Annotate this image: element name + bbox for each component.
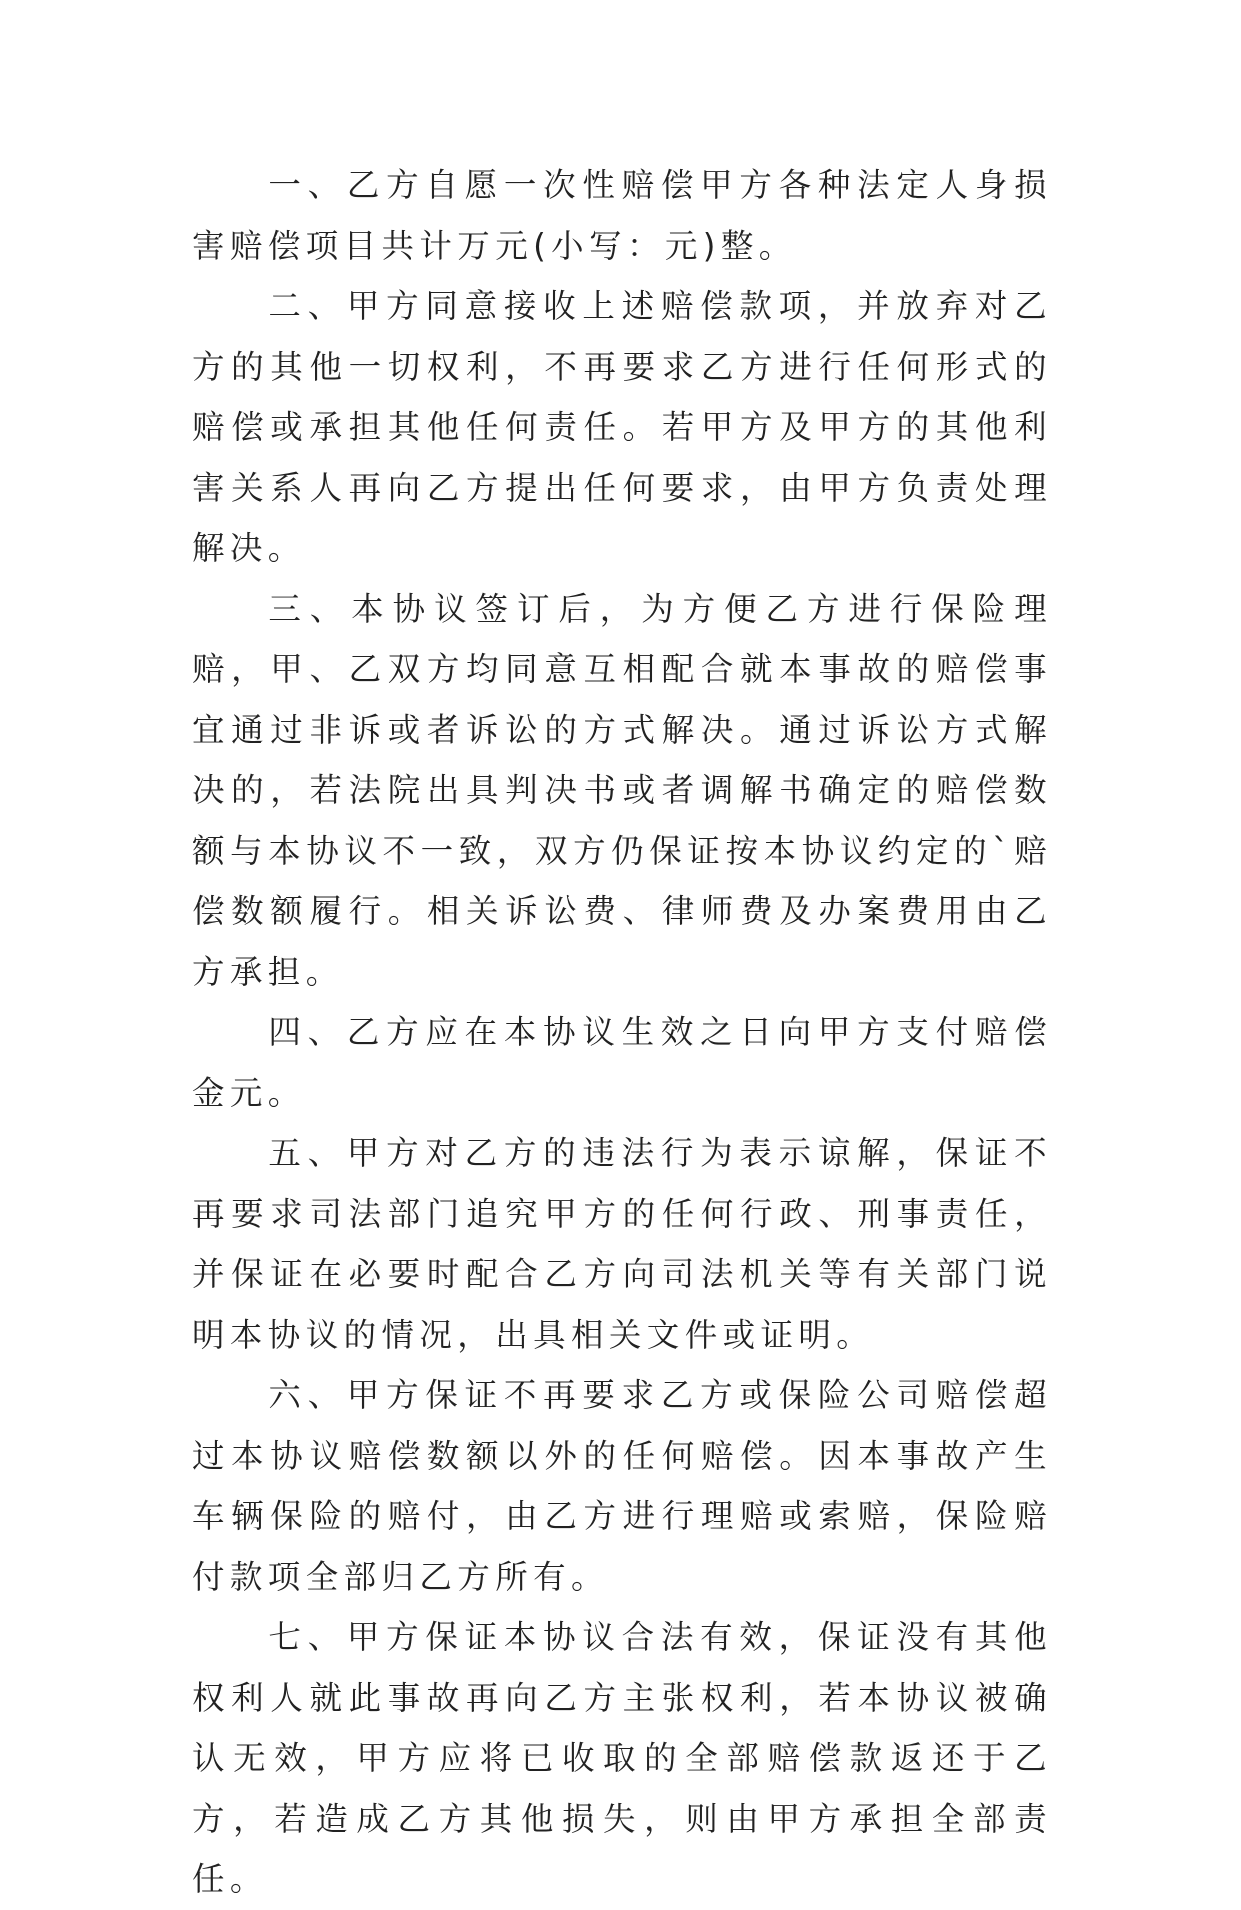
clause-3: 三、本协议签订后，为方便乙方进行保险理赔，甲、乙双方均同意互相配合就本事故的赔偿事宜通过非诉或者诉讼的方式解决。通过诉讼方式解决的，若法院出具判决书或者调解书确定的赔偿数额与本协议不一致，双方仍保证按本协议约定的`赔偿数额履行。相关诉讼费、律师费及办案费用由乙方承担。 [192, 589, 1052, 991]
agreement-body [192, 155, 1052, 1910]
clause-7: 七、甲方保证本协议合法有效，保证没有其他权利人就此事故再向乙方主张权利，若本协议被确认无效，甲方应将已收取的全部赔偿款返还于乙方，若造成乙方其他损失，则由甲方承担全部责任。 [192, 1618, 1052, 1898]
clause-2: 二、甲方同意接收上述赔偿款项，并放弃对乙方的其他一切权利，不再要求乙方进行任何形式的赔偿或承担其他任何责任。若甲方及甲方的其他利害关系人再向乙方提出任何要求，由甲方负责处理解决。 [192, 287, 1052, 567]
clause-4: 四、乙方应在本协议生效之日向甲方支付赔偿金元。 [192, 1013, 1052, 1112]
clause-1: 一、乙方自愿一次性赔偿甲方各种法定人身损害赔偿项目共计万元(小写：元)整。 [192, 166, 1052, 265]
clause-5: 五、甲方对乙方的违法行为表示谅解，保证不再要求司法部门追究甲方的任何行政、刑事责任，并保证在必要时配合乙方向司法机关等有关部门说明本协议的情况，出具相关文件或证明。 [192, 1134, 1052, 1354]
clause-6: 六、甲方保证不再要求乙方或保险公司赔偿超过本协议赔偿数额以外的任何赔偿。因本事故产生车辆保险的赔付，由乙方进行理赔或索赔，保险赔付款项全部归乙方所有。 [192, 1376, 1052, 1596]
